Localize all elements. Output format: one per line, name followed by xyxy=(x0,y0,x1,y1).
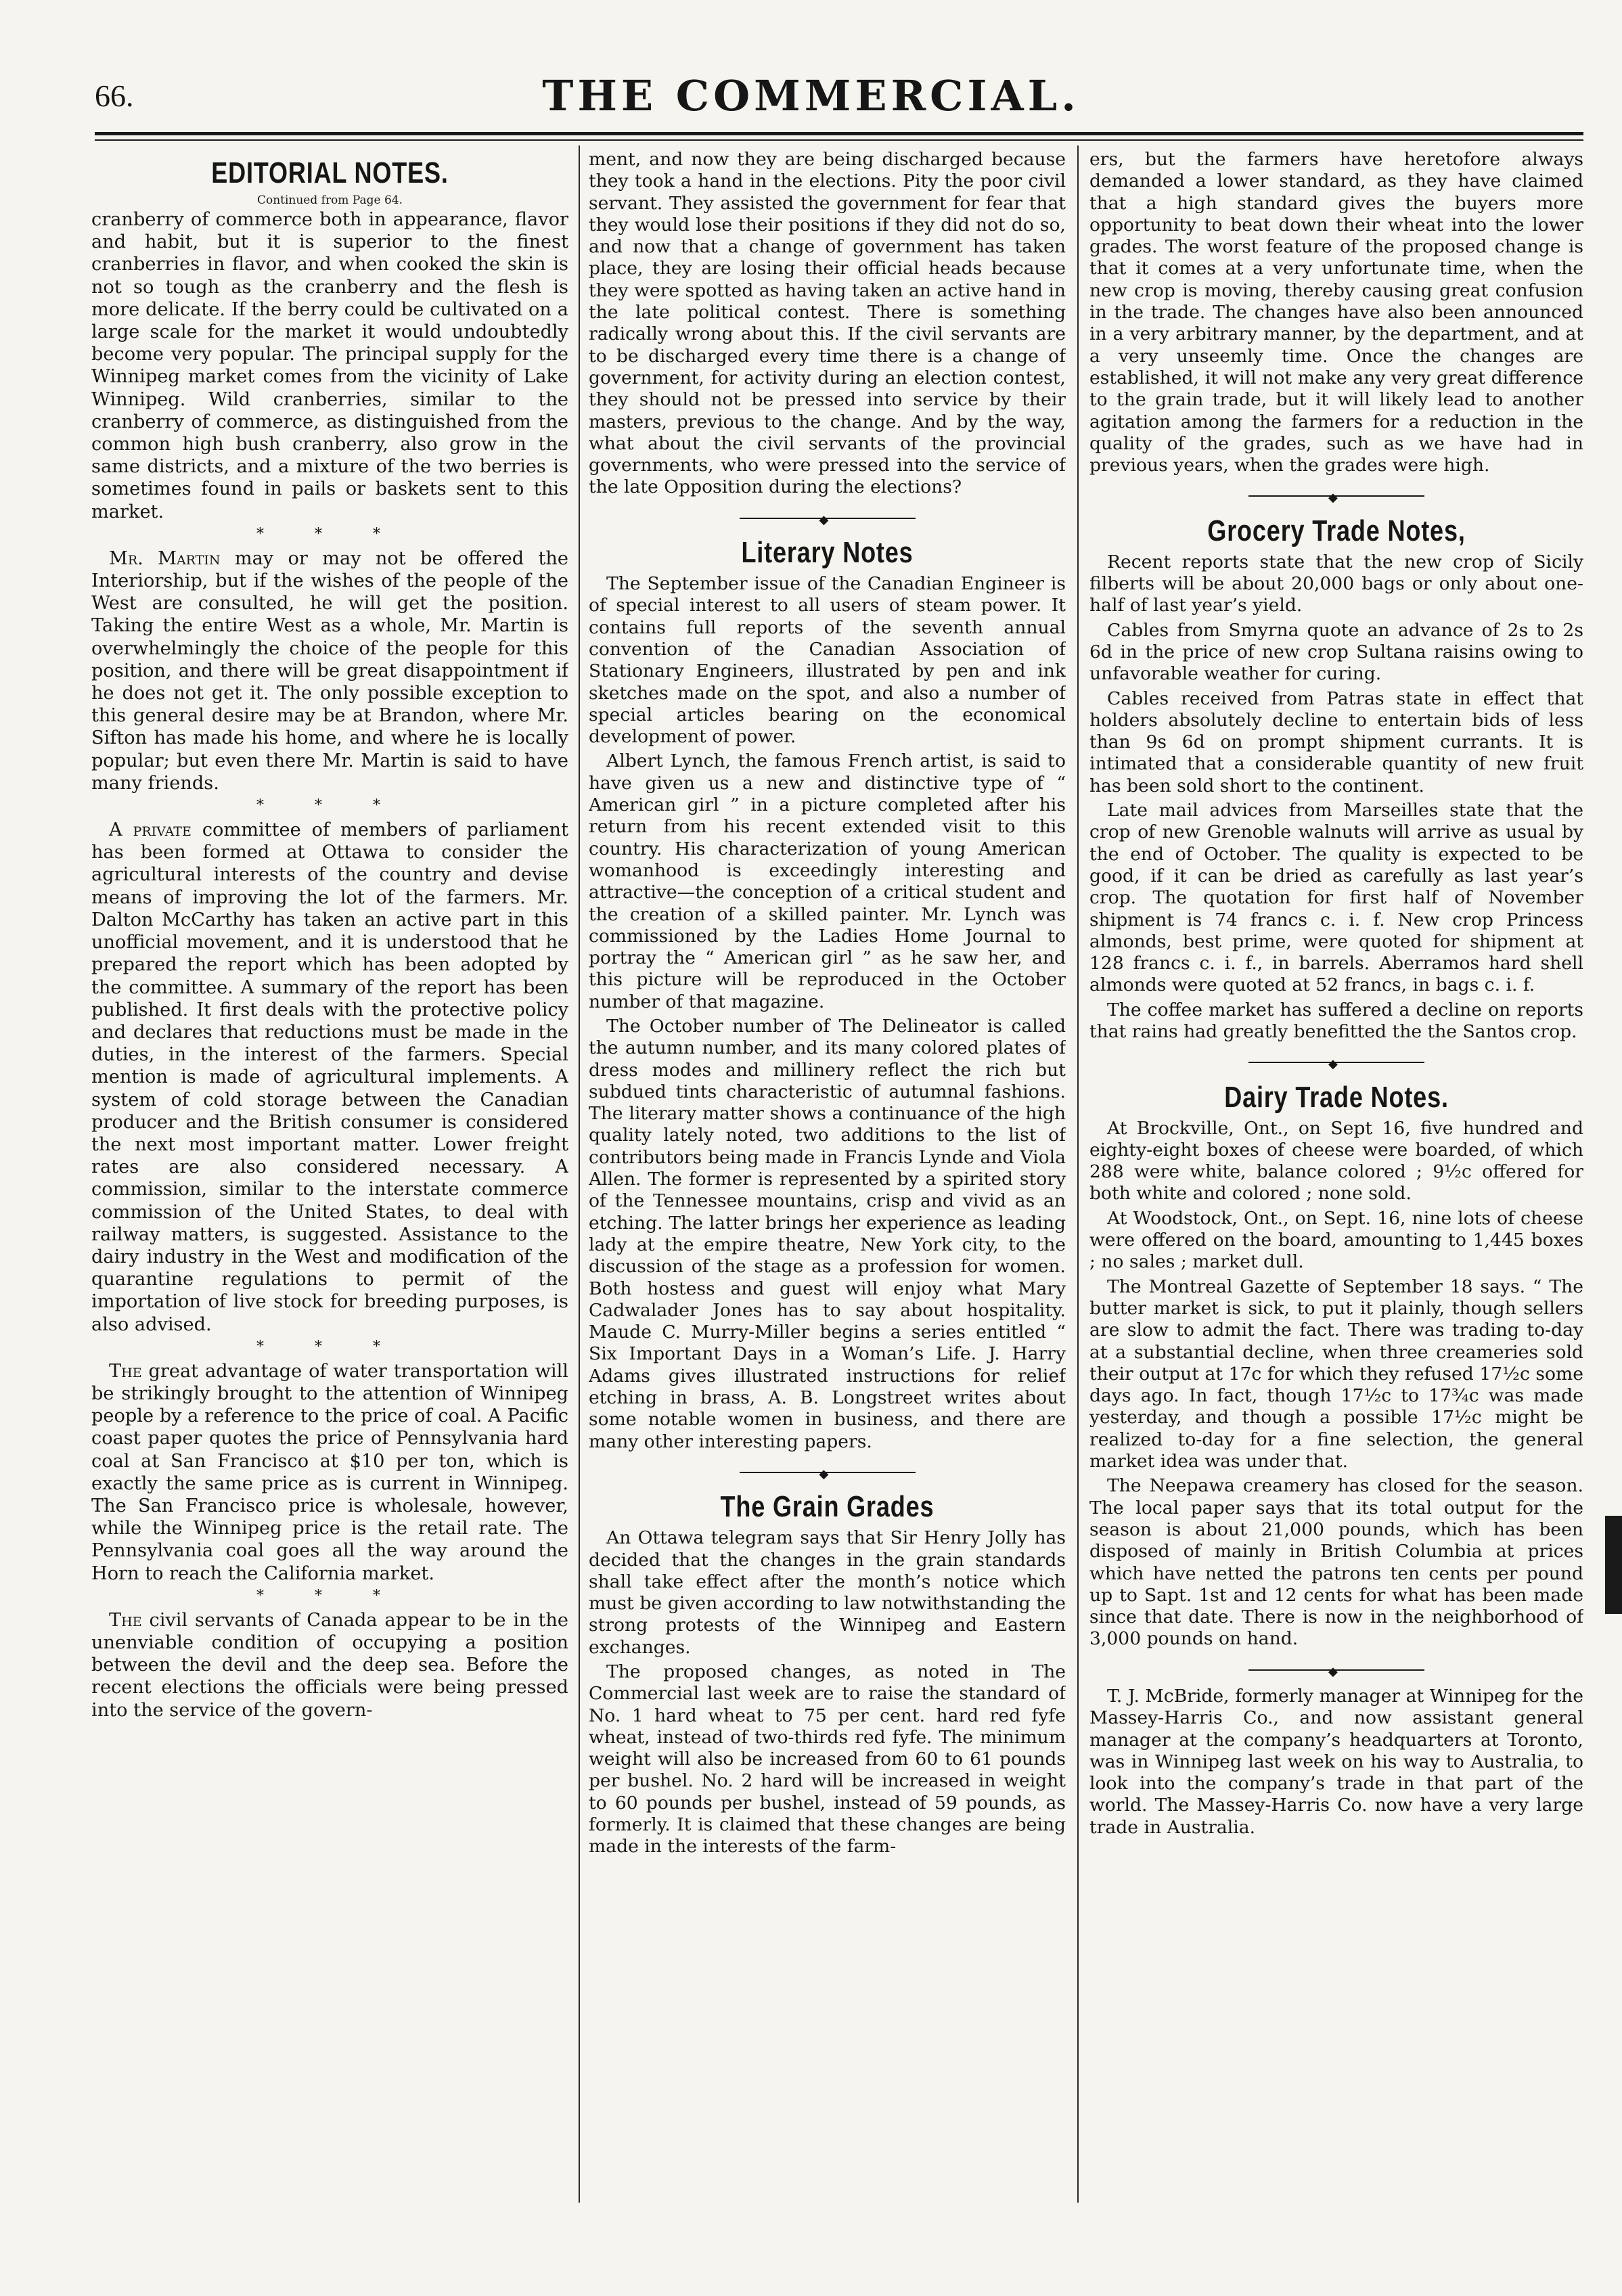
literary-delineator: The October number of The Delineator is called the autumn number, and its many colored plates of dress modes and millinery reflect the rich but subdued tints characteristic of autumnal fashions. The literary matter shows a continuance of the high quality lately noted, two additions to the list of contributors being made in Francis Lynde and Viola Allen. The former is represented by a spirited story of the Tennessee mountains, crisp and vivid as an etching. The latter brings her experience as leading lady at the empire theatre, New York city, to the discussion of the stage as a profession for women. Both hostess and guest will enjoy what Mary Cadwalader Jones has to say about hospitality. Maude C. Murry-Miller begins a series entitled “ Six Important Days in a Woman’s Life. J. Harry Adams gives illustrated instructions for relief etching in brass, A. B. Longstreet writes about some notable women in business, and there are many other interesting papers. xyxy=(589,1015,1066,1452)
article-text: may or may not be offered the Interiorship, but if the wishes of the people of the West are consulted, he will get the position. Taking the entire West as a whole, Mr. Martin is overwhelmingly the choice of the people for this position, and there will be great disappointment if he does not get it. The only possible exception to this general desire may be at Brandon, where Mr. Sifton has made his home, and where he is locally popular; but even there Mr. Martin is said to have many friends. xyxy=(91,547,568,794)
section-stars: * * * xyxy=(256,1587,403,1604)
section-divider xyxy=(1089,1051,1583,1073)
article-martin xyxy=(91,547,568,794)
dairy-neepawa: The Neepawa creamery has closed for the season. The local paper says that its total output for the season is about 21,000 pounds, which has been disposed of mainly in British Columbia at prices which have netted the patrons ten cents per pound up to Sapt. 1st and 12 cents for what has been made since that date. There is now in the neighborhood of 3,000 pounds on hand. xyxy=(1089,1475,1583,1650)
article-civil-servants-continued: ment, and now they are being discharged because they took a hand in the elections. Pity the poor civil servant. They assisted the government for fear that they would lose their positions if they did not do so, and now that a change of government has taken place, they are losing their official heads because they were spotted as having taken an active hand in the late political contest. There is something radically wrong about this. If the civil servants are to be discharged every time there is a change of government, for activity during an election contest, they should not be pressed into service by their masters, previous to the change. And by the way, what about the civil servants of the provincial governments, who were pressed into the service of the late Opposition during the elections? xyxy=(589,149,1066,498)
section-stars: * * * xyxy=(256,797,403,815)
lead-in: Mr. Martin xyxy=(109,547,221,569)
literary-notes-heading: Literary Notes xyxy=(741,536,914,570)
column-divider-1 xyxy=(579,145,580,2203)
editorial-notes-heading: EDITORIAL NOTES. xyxy=(211,156,449,189)
grain-proposed-changes: The proposed changes, as noted in The Commercial last week are to raise the standard of No. 1 hard wheat to 75 per cent. hard red fyfe wheat, instead of two-thirds red fyfe. The minimum weight will also be increased from 60 to 61 pounds per bushel. No. 2 hard will be increased in weight to 60 pounds per bushel, instead of 59 pounds, as formerly. It is claimed that these changes are being made in the interests of the farm- xyxy=(589,1661,1066,1858)
article-cranberry: cranberry of commerce both in appearance, flavor and habit, but it is superior to the finest cranberries in flavor, and when cooked the skin is not so tough as the cranberry and the flesh is more delicate. If the berry could be cultivated on a large scale for the market it would undoubtedly become very popular. The principal supply for the Winnipeg market comes from the vicinity of Lake Winnipeg. Wild cranberries, similar to the cranberry of commerce, as distinguished from the common high bush cranberry, also grow in the same districts, and a mixture of the two berries is sometimes found in pails or baskets sent to this market. xyxy=(91,209,568,522)
article-text: committee of members of parliament has been formed at Ottawa to consider the agricultural interests of the country and devise means of improving the lot of the farmers. Mr. Dalton McCarthy has taken an active part in this unofficial movement, and it is understood that he prepared the report which has been adopted by the committee. A summary of the report has been published. It first deals with the protective policy and declares that reductions must be made in the duties, in the interest of the farmers. Special mention is made of agricultural implements. A system of cold storage between the Canadian producer and the British consumer is considered the next most important matter. Lower freight rates are also considered necessary. A commission, similar to the interstate commerce commission of the United States, to deal with railway matters, is suggested. Assistance to the dairy industry in the West and modification of the quarantine regulations to permit of the importation of live stock for breeding purposes, is also advised. xyxy=(91,819,568,1335)
article-text: great advantage of water transportation will be strikingly brought to the attention of Winnipeg people by a reference to the price of coal. A Pacific coast paper quotes the price of Pennsylvania hard coal at San Francisco at $10 per ton, which is exactly the same price as is current in Winnipeg. The San Francisco price is wholesale, however, while the Winnipeg price is the retail rate. The Pennsylvania coal goes all the way around the Horn to reach the California market. xyxy=(91,1360,568,1584)
grocery-smyrna: Cables from Smyrna quote an advance of 2s to 2s 6d in the price of new crop Sultana raisins owing to unfavorable weather for curing. xyxy=(1089,619,1583,685)
section-divider xyxy=(589,507,1066,528)
grain-continued: ers, but the farmers have heretofore always demanded a lower standard, as they have claimed that a high standard gives the buyers more opportunity to beat down their wheat into the lower grades. The worst feature of the proposed change is that it comes at a very unfortunate time, when the new crop is moving, thereby causing great confusion in the trade. The changes have also been announced in a very arbitrary manner, by the department, and at a very unseemly time. Once the changes are established, it will not make any very great difference to the grain trade, but it will likely lead to another agitation among the farmers for a reduction in the quality of the grades, such as we have had in previous years, when the grades were high. xyxy=(1089,149,1583,476)
column-2 xyxy=(589,149,1066,2199)
section-divider xyxy=(1089,1659,1583,1680)
grocery-coffee: The coffee market has suffered a decline on reports that rains had greatly benefitted the the Santos crop. xyxy=(1089,999,1583,1042)
masthead-title: THE COMMERCIAL. xyxy=(542,71,1080,120)
grocery-patras: Cables received from Patras state in effect that holders absolutely decline to entertain bids of less than 9s 6d on prompt shipment currants. It is intimated that a considerable quantity of new fruit has been sold short to the continent. xyxy=(1089,688,1583,796)
literary-lynch: Albert Lynch, the famous French artist, is said to have given us a new and distinctive type of “ American girl ” in a picture completed after his return from his recent extended visit to this country. His characterization of young American womanhood is exceedingly interesting and attractive—the conception of a critical student and the creation of a skilled painter. Mr. Lynch was commissioned by the Ladies Home Journal to portray the “ American girl ” as he saw her, and this picture will be reproduced in the October number of that magazine. xyxy=(589,750,1066,1012)
lead-in: The xyxy=(109,1360,142,1382)
grain-telegram: An Ottawa telegram says that Sir Henry Jolly has decided that the changes in the grain standards shall take effect after the month’s notice which must be given according to law notwithstanding the strong protests of the Winnipeg and Eastern exchanges. xyxy=(589,1527,1066,1658)
section-stars: * * * xyxy=(256,525,403,543)
article-water-transport xyxy=(91,1360,568,1585)
article-text: civil servants of Canada appear to be in the unenviable condition of occupying a position between the devil and the deep sea. Before the recent elections the officials were being pressed into the service of the govern- xyxy=(91,1609,568,1721)
header-rule-thin xyxy=(95,139,1583,141)
literary-engineer: The September issue of the Canadian Engineer is of special interest to all users of steam power. It contains full reports of the seventh annual convention of the Canadian Association of Stationary Engineers, illustrated by pen and ink sketches made on the spot, and also a number of special articles bearing on the economical development of power. xyxy=(589,573,1066,748)
column-3 xyxy=(1089,149,1583,2199)
article-mcbride: T. J. McBride, formerly manager at Winnipeg for the Massey-Harris Co., and now assistant general manager at the company’s headquarters at Toronto, was in Winnipeg last week on his way to Australia, to look into the company’s trade in that part of the world. The Massey-Harris Co. now have a very large trade in Australia. xyxy=(1089,1686,1583,1838)
dairy-brockville: At Brockville, Ont., on Sept 16, five hundred and eighty-eight boxes of cheese were boarded, of which 288 were white, balance colored ; 9½c offered for both white and colored ; none sold. xyxy=(1089,1117,1583,1205)
lead-in: The xyxy=(109,1609,142,1631)
page-edge-tab xyxy=(1605,1516,1622,1614)
article-private-committee xyxy=(91,819,568,1336)
page-number: 66. xyxy=(95,78,134,113)
header-rule-thick xyxy=(95,132,1583,135)
dairy-montreal: The Montreal Gazette of September 18 says. “ The butter market is sick, to put it plainly, though sellers are slow to admit the fact. There was trading to-day at a substantial decline, when three creameries sold their output at 17c for which they refused 17½c some days ago. In fact, though 17½c to 17¾c was made yesterday, and though a possible 17½c might be realized to-day for a fine selection, the general market idea was under that. xyxy=(1089,1276,1583,1472)
grocery-marseilles: Late mail advices from Marseilles state that the crop of new Grenoble walnuts will arrive as usual by the end of October. The quality is expected to be good, if it can be dried as carefully as last year’s crop. The quotation for first half of November shipment is 74 francs c. i. f. New crop Princess almonds, best prime, were quoted for shipment at 128 francs c. i. f., in barrels. Aberramos hard shell almonds were quoted at 52 francs, in bags c. i. f. xyxy=(1089,800,1583,996)
grocery-filberts: Recent reports state that the new crop of Sicily filberts will be about 20,000 bags or only about one-half of last year’s yield. xyxy=(1089,551,1583,616)
grocery-trade-heading: Grocery Trade Notes, xyxy=(1207,514,1466,547)
column-divider-2 xyxy=(1077,145,1079,2203)
lead-in: A private xyxy=(109,819,192,841)
article-civil-servants xyxy=(91,1609,568,1721)
grain-grades-heading: The Grain Grades xyxy=(720,1490,934,1524)
column-1 xyxy=(91,149,568,2199)
section-stars: * * * xyxy=(256,1338,403,1355)
section-divider xyxy=(589,1461,1066,1483)
dairy-woodstock: At Woodstock, Ont., on Sept. 16, nine lots of cheese were offered on the board, amounting to 1,445 boxes ; no sales ; market dull. xyxy=(1089,1207,1583,1273)
dairy-trade-heading: Dairy Trade Notes. xyxy=(1224,1080,1449,1114)
section-divider xyxy=(1089,485,1583,506)
continued-note: Continued from Page 64. xyxy=(256,194,403,207)
